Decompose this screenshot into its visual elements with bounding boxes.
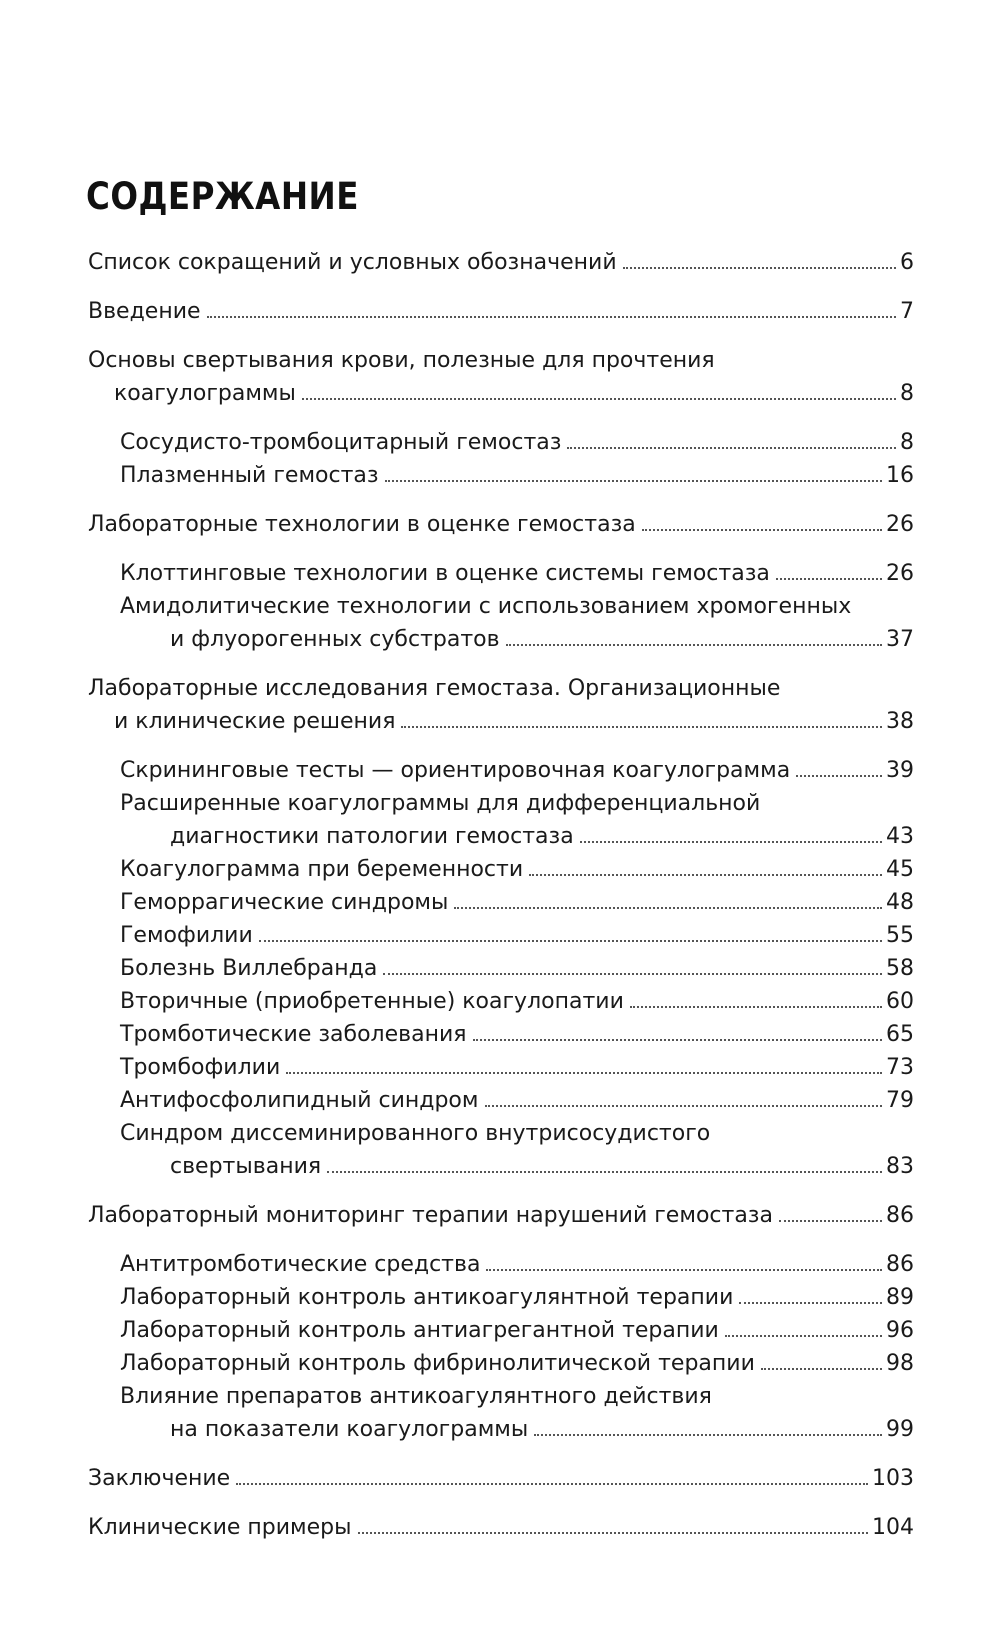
toc-entry: [88, 919, 914, 952]
toc-entry: [88, 1380, 914, 1446]
toc-dot-leader: [207, 316, 896, 318]
toc-page-number: 65: [886, 1022, 914, 1047]
toc-entry-title: Антифосфолипидный синдром: [120, 1088, 479, 1113]
toc-page-number: 86: [886, 1252, 914, 1277]
toc-entry-title: Список сокращений и условных обозначений: [88, 250, 617, 275]
toc-entry-line: [120, 919, 914, 952]
toc-page-number: 26: [886, 512, 914, 537]
toc-dot-leader: [630, 1006, 882, 1008]
toc-dot-leader: [761, 1368, 882, 1370]
toc-entry: [88, 1314, 914, 1347]
toc-entry-title: Тромботические заболевания: [120, 1022, 467, 1047]
toc-dot-leader: [385, 480, 882, 482]
toc-entry-title: Геморрагические синдромы: [120, 890, 449, 915]
toc-entry-title: Лабораторные технологии в оценке гемостаза: [88, 512, 636, 537]
toc-page-number: 60: [886, 989, 914, 1014]
toc-page-number: 16: [886, 463, 914, 488]
toc-entry-title: Лабораторный мониторинг терапии нарушений гемостаза: [88, 1203, 773, 1228]
toc-dot-leader: [567, 447, 896, 449]
toc-dot-leader: [796, 775, 882, 777]
toc-entry: [88, 985, 914, 1018]
toc-entry-line: [88, 344, 914, 377]
toc-entry-title: свертывания: [170, 1154, 322, 1179]
toc-entry-title: Расширенные коагулограммы для дифференциальной: [120, 791, 761, 816]
toc-entry-line: [120, 1347, 914, 1380]
toc-entry-title: Тромбофилии: [120, 1055, 281, 1080]
toc-dot-leader: [779, 1220, 882, 1222]
toc-entry-continuation: [88, 705, 914, 738]
toc-entry: [88, 1117, 914, 1183]
toc-entry-line: [88, 1511, 914, 1544]
toc-entry: [88, 1462, 914, 1495]
toc-dot-leader: [401, 726, 882, 728]
toc-entry-title: Болезнь Виллебранда: [120, 956, 378, 981]
toc-entry-continuation: [120, 1413, 914, 1446]
toc-page-number: 83: [886, 1154, 914, 1179]
toc-entry: [88, 1281, 914, 1314]
toc-entry: [88, 853, 914, 886]
toc-dot-leader: [473, 1039, 882, 1041]
toc-dot-leader: [358, 1532, 868, 1534]
toc-entry: [88, 557, 914, 590]
toc-entry-line: [88, 295, 914, 328]
toc-dot-leader: [529, 874, 882, 876]
toc-entry-line: [120, 1018, 914, 1051]
toc-entry-line: [120, 1281, 914, 1314]
toc-page-number: 55: [886, 923, 914, 948]
toc-entry-line: [120, 1248, 914, 1281]
toc-dot-leader: [327, 1171, 882, 1173]
toc-entry: [88, 1347, 914, 1380]
toc-entry-line: [120, 1084, 914, 1117]
toc-entry-line: [120, 557, 914, 590]
toc-entry: [88, 459, 914, 492]
toc-entry: [88, 754, 914, 787]
toc-entry-line: [120, 985, 914, 1018]
toc-page-number: 8: [900, 381, 914, 406]
toc-page-number: 79: [886, 1088, 914, 1113]
toc-dot-leader: [725, 1335, 882, 1337]
toc-dot-leader: [739, 1302, 882, 1304]
toc-dot-leader: [485, 1105, 883, 1107]
toc-entry-line: [120, 886, 914, 919]
toc-entry: [88, 1248, 914, 1281]
toc-page-number: 39: [886, 758, 914, 783]
toc-page-number: 45: [886, 857, 914, 882]
toc-entry-line: [120, 459, 914, 492]
toc-entry-line: [120, 853, 914, 886]
toc-entry-line: [120, 426, 914, 459]
toc-dot-leader: [236, 1483, 868, 1485]
toc-list: [88, 246, 914, 1544]
toc-entry-title: Гемофилии: [120, 923, 253, 948]
toc-entry-title: Влияние препаратов антикоагулянтного действия: [120, 1384, 712, 1409]
toc-dot-leader: [286, 1072, 882, 1074]
toc-page-number: 99: [886, 1417, 914, 1442]
toc-entry-title: коагулограммы: [114, 381, 296, 406]
toc-entry: [88, 1084, 914, 1117]
toc-entry: [88, 1051, 914, 1084]
toc-entry: [88, 1511, 914, 1544]
toc-dot-leader: [302, 398, 896, 400]
toc-entry-line: [88, 246, 914, 279]
toc-page-number: 96: [886, 1318, 914, 1343]
toc-page-number: 104: [872, 1515, 914, 1540]
toc-entry: [88, 508, 914, 541]
toc-entry-title: и флуорогенных субстратов: [170, 627, 500, 652]
toc-entry-title: Клинические примеры: [88, 1515, 352, 1540]
toc-entry-title: Антитромботические средства: [120, 1252, 481, 1277]
toc-dot-leader: [506, 644, 882, 646]
toc-entry-title: Введение: [88, 299, 201, 324]
toc-dot-leader: [580, 841, 882, 843]
toc-entry-title: на показатели коагулограммы: [170, 1417, 529, 1442]
toc-page-number: 8: [900, 430, 914, 455]
toc-page-number: 7: [900, 299, 914, 324]
toc-entry-line: [120, 1117, 914, 1150]
toc-entry: [88, 426, 914, 459]
toc-entry-title: Лабораторный контроль антиагрегантной терапии: [120, 1318, 719, 1343]
toc-entry-title: Лабораторный контроль антикоагулянтной терапии: [120, 1285, 734, 1310]
toc-entry-title: Вторичные (приобретенные) коагулопатии: [120, 989, 624, 1014]
toc-title: СОДЕРЖАНИЕ: [86, 175, 359, 218]
toc-dot-leader: [642, 529, 882, 531]
toc-page-number: 43: [886, 824, 914, 849]
toc-entry-title: Сосудисто-тромбоцитарный гемостаз: [120, 430, 562, 455]
toc-page-number: 37: [886, 627, 914, 652]
toc-entry: [88, 344, 914, 410]
toc-entry-line: [120, 590, 914, 623]
toc-page-number: 98: [886, 1351, 914, 1376]
toc-entry-title: Скрининговые тесты — ориентировочная коагулограмма: [120, 758, 791, 783]
toc-entry: [88, 952, 914, 985]
toc-dot-leader: [776, 578, 882, 580]
toc-entry: [88, 295, 914, 328]
toc-dot-leader: [383, 973, 882, 975]
toc-dot-leader: [259, 940, 882, 942]
toc-entry-continuation: [120, 820, 914, 853]
toc-entry: [88, 246, 914, 279]
toc-entry-continuation: [120, 1150, 914, 1183]
toc-entry-line: [88, 672, 914, 705]
toc-entry: [88, 590, 914, 656]
toc-entry: [88, 1018, 914, 1051]
toc-entry-title: Лабораторный контроль фибринолитической терапии: [120, 1351, 755, 1376]
toc-entry: [88, 1199, 914, 1232]
toc-page-number: 38: [886, 709, 914, 734]
toc-page-number: 73: [886, 1055, 914, 1080]
toc-dot-leader: [623, 267, 896, 269]
toc-page-number: 58: [886, 956, 914, 981]
toc-entry: [88, 886, 914, 919]
toc-page-number: 86: [886, 1203, 914, 1228]
toc-dot-leader: [534, 1434, 882, 1436]
toc-entry-title: Коагулограмма при беременности: [120, 857, 524, 882]
toc-entry-title: Плазменный гемостаз: [120, 463, 379, 488]
toc-entry-continuation: [120, 623, 914, 656]
toc-entry-title: Клоттинговые технологии в оценке системы гемостаза: [120, 561, 770, 586]
toc-entry-title: Основы свертывания крови, полезные для прочтения: [88, 348, 715, 373]
toc-page: [88, 150, 914, 1544]
toc-page-number: 26: [886, 561, 914, 586]
toc-page-number: 48: [886, 890, 914, 915]
toc-entry: [88, 787, 914, 853]
toc-entry-line: [120, 1380, 914, 1413]
toc-entry-line: [120, 787, 914, 820]
toc-entry-line: [120, 1314, 914, 1347]
toc-entry-line: [120, 952, 914, 985]
toc-dot-leader: [454, 907, 882, 909]
toc-dot-leader: [486, 1269, 882, 1271]
toc-entry-line: [120, 1051, 914, 1084]
toc-page-number: 103: [872, 1466, 914, 1491]
toc-entry-line: [88, 1462, 914, 1495]
toc-entry-title: и клинические решения: [114, 709, 396, 734]
toc-entry-title: Амидолитические технологии с использованием хромогенных: [120, 594, 852, 619]
toc-entry-title: диагностики патологии гемостаза: [170, 824, 574, 849]
toc-entry-line: [120, 754, 914, 787]
toc-entry-title: Заключение: [88, 1466, 231, 1491]
toc-entry-title: Лабораторные исследования гемостаза. Организационные: [88, 676, 781, 701]
toc-entry-title: Синдром диссеминированного внутрисосудистого: [120, 1121, 711, 1146]
toc-entry-continuation: [88, 377, 914, 410]
toc-entry-line: [88, 1199, 914, 1232]
toc-page-number: 6: [900, 250, 914, 275]
toc-entry: [88, 672, 914, 738]
toc-page-number: 89: [886, 1285, 914, 1310]
toc-entry-line: [88, 508, 914, 541]
